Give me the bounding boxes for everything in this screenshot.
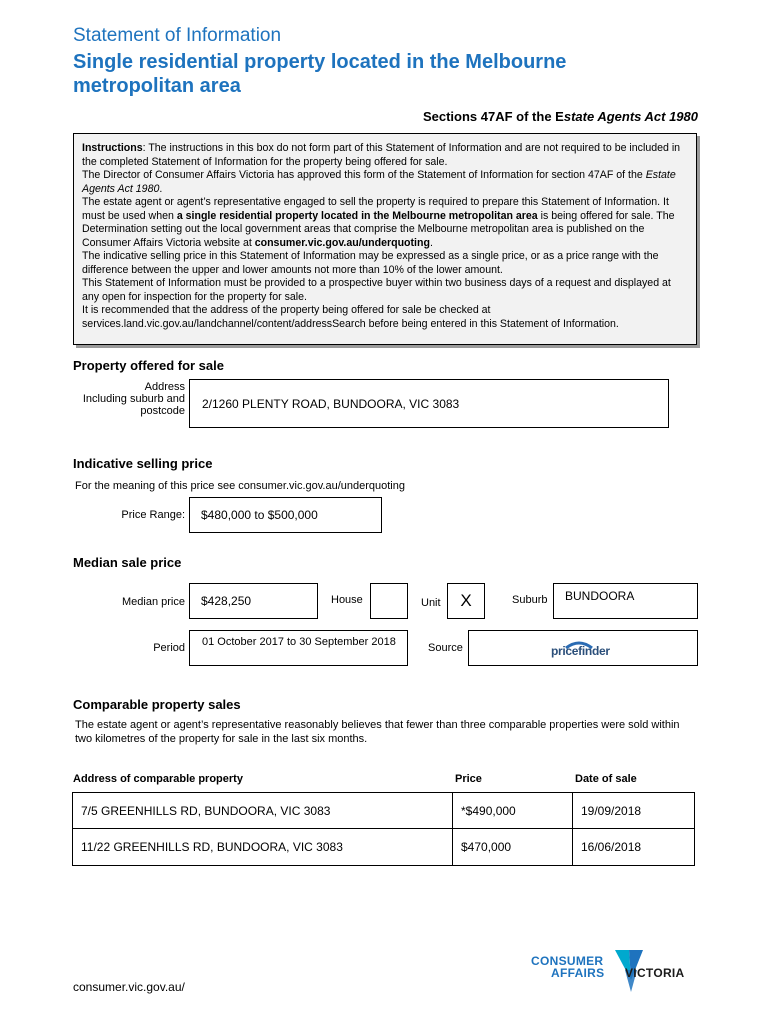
indicative-section-title: Indicative selling price [73,456,213,471]
period-field[interactable]: 01 October 2017 to 30 September 2018 [189,630,408,666]
document-title: Statement of Information [73,25,282,46]
median-price-field[interactable]: $428,250 [189,583,318,619]
comparable-table [72,792,695,866]
unit-checkbox[interactable]: X [447,583,485,619]
comparable-section-title: Comparable property sales [73,697,241,712]
col-header-price: Price [455,773,482,785]
house-label: House [331,594,363,606]
consumer-affairs-victoria-logo: CONSUMER AFFAIRS VICTORIA [531,950,691,1000]
property-section-title: Property offered for sale [73,358,224,373]
comparable-price-cell[interactable]: *$490,000 [453,792,573,829]
indicative-meaning-text: For the meaning of this price see consumer.vic.gov.au/underquoting [75,480,405,492]
comparable-address-cell[interactable]: 11/22 GREENHILLS RD, BUNDOORA, VIC 3083 [72,829,453,866]
median-section-title: Median sale price [73,555,182,570]
comparable-date-cell[interactable]: 19/09/2018 [573,792,695,829]
comparable-note: The estate agent or agent’s representative reasonably believes that fewer than three comparable properties were sold within two kilometres of the property for sale in the last six months. [75,719,680,745]
table-row [72,792,695,829]
instructions-box: Instructions: The instructions in this box do not form part of this Statement of Information and are not required to be included in the completed Statement of Information for the property being offered for sale. The Director of Consumer Affairs Victoria has approved this form of the Statement of Information for section 47AF of the Estate Agents Act 1980. The estate agent or agent’s representative engaged to sell the property is required to prepare this Statement of Information. It must be used when a single residential property located in the Melbourne metropolitan area is being offered for sale. The Determination setting out the local government areas that comprise the Melbourne metropolitan area is published on the Consumer Affairs Victoria website at consumer.vic.gov.au/underquoting. The indicative selling price in this Statement of Information may be expressed as a single price, or as a price range with the difference between the upper and lower amounts not more than 10% of the lower amount. This Statement of Information must be provided to a prospective buyer within two business days of a request and displayed at any open for inspection for the property for sale. It is recommended that the address of the property being offered for sale be checked at services.land.vic.gov.au/landchannel/content/addressSearch before being entered in this Statement of Information. [73,133,697,345]
suburb-label: Suburb [512,594,548,606]
address-label: Address Including suburb and postcode [82,381,185,417]
price-range-label: Price Range: [121,509,185,521]
period-label: Period [153,642,185,654]
price-range-field[interactable]: $480,000 to $500,000 [189,497,382,533]
median-price-label: Median price [122,596,185,608]
source-label: Source [428,642,463,654]
source-field[interactable] [468,630,698,666]
address-field[interactable]: 2/1260 PLENTY ROAD, BUNDOORA, VIC 3083 [189,379,669,428]
house-checkbox[interactable] [370,583,408,619]
comparable-date-cell[interactable]: 16/06/2018 [573,829,695,866]
footer-url: consumer.vic.gov.au/ [73,980,185,994]
pricefinder-logo-text: pricefinder [551,644,610,658]
unit-label: Unit [421,597,441,609]
table-row [72,829,695,866]
col-header-address: Address of comparable property [73,773,243,785]
comparable-address-cell[interactable]: 7/5 GREENHILLS RD, BUNDOORA, VIC 3083 [72,792,453,829]
document-subtitle: Single residential property located in the Melbourne metropolitan area [73,51,567,97]
suburb-field[interactable]: BUNDOORA [553,583,698,619]
legislation-reference: Sections 47AF of the Estate Agents Act 1980 [422,109,698,124]
col-header-date: Date of sale [575,773,637,785]
comparable-price-cell[interactable]: $470,000 [453,829,573,866]
